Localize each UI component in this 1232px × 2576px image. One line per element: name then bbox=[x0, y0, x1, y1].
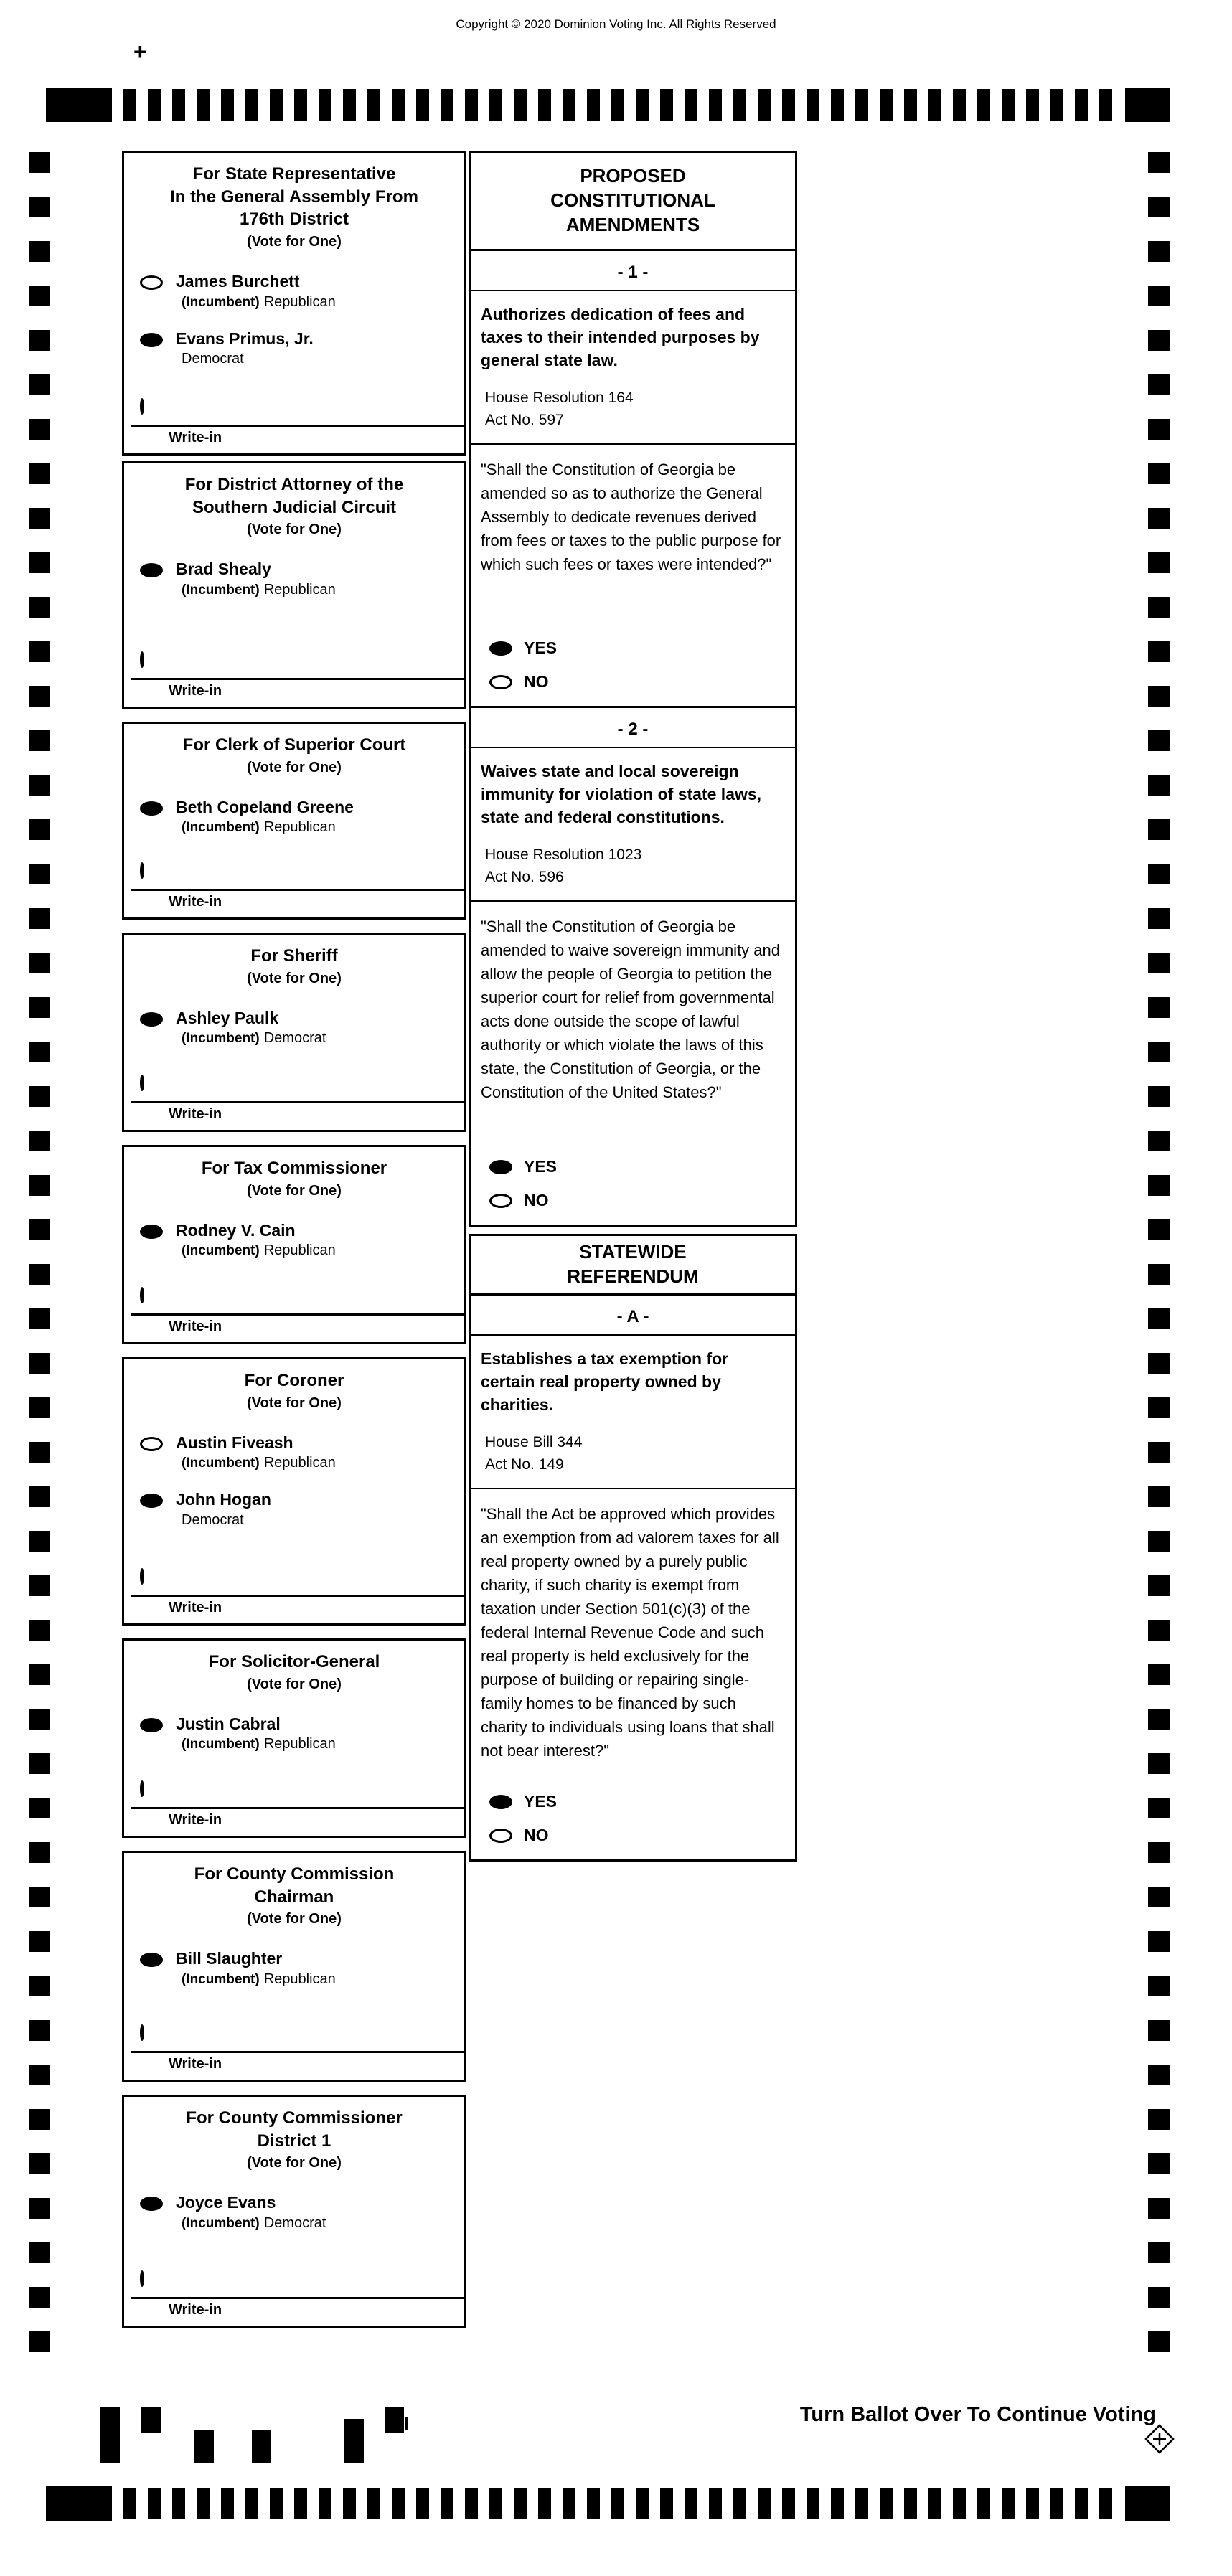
contest-solicitor-general bbox=[122, 1638, 466, 1838]
write-in-area bbox=[124, 1761, 464, 1836]
candidate-oval[interactable] bbox=[140, 1012, 163, 1027]
timing-bars bbox=[123, 2488, 1114, 2519]
contest-header bbox=[124, 1641, 464, 1696]
contest-coroner bbox=[122, 1357, 466, 1626]
contest-title-line: For Tax Commissioner bbox=[201, 1159, 387, 1178]
candidate-row bbox=[140, 1221, 464, 1260]
measure-reference-line: Act No. 597 bbox=[485, 412, 564, 429]
candidate-oval[interactable] bbox=[140, 801, 163, 816]
header-line: AMENDMENTS bbox=[565, 213, 700, 235]
timing-bars bbox=[123, 89, 1114, 121]
yes-oval[interactable] bbox=[489, 1160, 512, 1174]
code-mark-icon bbox=[398, 2417, 401, 2430]
contest-state-representative bbox=[122, 151, 466, 456]
party-label: Republican bbox=[263, 1455, 336, 1471]
candidate-row bbox=[140, 1714, 464, 1753]
candidate-oval[interactable] bbox=[140, 2197, 163, 2211]
measure-reference-line: House Resolution 1023 bbox=[485, 846, 642, 863]
write-in-oval[interactable] bbox=[140, 1780, 144, 1797]
contest-title-line: For District Attorney of the bbox=[184, 475, 404, 494]
measure-amendment-1 bbox=[469, 249, 797, 708]
registration-diamond-mark bbox=[1144, 2423, 1175, 2455]
party-label: Republican bbox=[263, 581, 336, 598]
candidate-row bbox=[140, 2193, 464, 2232]
candidate-detail bbox=[176, 582, 336, 598]
write-in-label: Write-in bbox=[169, 1812, 222, 1828]
candidate-name: Ashley Paulk bbox=[176, 1008, 279, 1027]
no-label: NO bbox=[524, 1826, 549, 1844]
measure-reference-line: House Bill 344 bbox=[485, 1433, 583, 1450]
candidate-detail bbox=[176, 1736, 336, 1752]
write-in-area bbox=[124, 1055, 464, 1130]
contest-title-line: Chairman bbox=[254, 1887, 334, 1907]
write-in-label: Write-in bbox=[169, 1106, 222, 1122]
no-oval[interactable] bbox=[489, 1829, 512, 1843]
measure-reference-line: House Resolution 164 bbox=[485, 389, 634, 406]
candidate-oval[interactable] bbox=[140, 275, 163, 290]
party-label: Republican bbox=[263, 293, 336, 310]
measure-summary: Establishes a tax exemption for certain real property owned by charities. bbox=[481, 1349, 729, 1415]
write-in-oval[interactable] bbox=[140, 1287, 144, 1303]
contest-tax-commissioner bbox=[122, 1145, 466, 1344]
candidate-detail bbox=[176, 1455, 336, 1471]
write-in-label: Write-in bbox=[169, 1600, 222, 1615]
party-label: Republican bbox=[263, 1736, 336, 1752]
party-label: Republican bbox=[263, 819, 336, 836]
vote-for-instruction: (Vote for One) bbox=[247, 1911, 342, 1928]
candidate-name: Joyce Evans bbox=[176, 2193, 276, 2212]
party-label: Democrat bbox=[263, 1030, 326, 1047]
write-in-oval[interactable] bbox=[140, 1568, 144, 1585]
write-in-label: Write-in bbox=[169, 894, 222, 910]
code-mark-icon bbox=[252, 2430, 271, 2463]
write-in-oval[interactable] bbox=[140, 2270, 144, 2287]
timing-block-icon bbox=[1125, 2486, 1170, 2521]
contest-county-commissioner-district-1 bbox=[122, 2095, 466, 2328]
contest-title-line: For Coroner bbox=[244, 1371, 344, 1390]
candidate-name: Beth Copeland Greene bbox=[176, 797, 354, 816]
write-in-oval[interactable] bbox=[140, 862, 144, 879]
candidate-name: Rodney V. Cain bbox=[176, 1220, 296, 1240]
candidate-oval[interactable] bbox=[140, 563, 163, 577]
candidate-detail bbox=[176, 294, 336, 311]
no-choice-row bbox=[489, 1826, 795, 1845]
header-line: REFERENDUM bbox=[567, 1265, 699, 1287]
registration-plus-mark: + bbox=[133, 39, 147, 65]
yes-label: YES bbox=[524, 1792, 558, 1811]
contest-district-attorney bbox=[122, 461, 466, 709]
contest-header bbox=[124, 935, 464, 990]
vote-for-instruction: (Vote for One) bbox=[247, 970, 342, 986]
measure-summary: Waives state and local sovereign immunity for violation of state laws, state and federal constitutions. bbox=[481, 762, 762, 827]
candidate-name: James Burchett bbox=[176, 272, 300, 291]
header-line: PROPOSED bbox=[580, 165, 686, 187]
party-label: Republican bbox=[263, 1242, 336, 1259]
turn-ballot-over-text: Turn Ballot Over To Continue Voting bbox=[799, 2403, 1156, 2426]
incumbent-label: (Incumbent) bbox=[182, 1031, 260, 1047]
incumbent-label: (Incumbent) bbox=[182, 820, 260, 836]
write-in-area bbox=[124, 632, 464, 707]
candidate-name: Justin Cabral bbox=[176, 1714, 281, 1733]
write-in-oval[interactable] bbox=[140, 398, 144, 415]
candidate-row bbox=[140, 560, 464, 598]
measure-references bbox=[471, 372, 795, 432]
write-in-area bbox=[124, 1268, 464, 1342]
measures-column bbox=[469, 151, 797, 1862]
contest-title-line: For Solicitor-General bbox=[208, 1652, 380, 1671]
contest-title-line: For Sheriff bbox=[250, 946, 338, 966]
header-line: CONSTITUTIONAL bbox=[550, 189, 715, 212]
vote-for-instruction: (Vote for One) bbox=[247, 234, 342, 250]
yes-oval[interactable] bbox=[489, 1795, 512, 1809]
contest-header bbox=[124, 724, 464, 779]
candidate-name: Bill Slaughter bbox=[176, 1949, 283, 1968]
vote-for-instruction: (Vote for One) bbox=[247, 759, 342, 775]
candidate-row bbox=[140, 1949, 464, 1988]
contest-header bbox=[124, 1853, 464, 1930]
candidate-name: John Hogan bbox=[176, 1490, 271, 1509]
contest-county-commission-chairman bbox=[122, 1851, 466, 2082]
candidate-row bbox=[140, 1490, 464, 1529]
party-label: Democrat bbox=[263, 2214, 326, 2231]
write-in-oval[interactable] bbox=[140, 2024, 144, 2041]
write-in-area bbox=[124, 2005, 464, 2080]
candidate-detail bbox=[176, 1030, 326, 1047]
measure-reference-line: Act No. 149 bbox=[485, 1456, 564, 1473]
candidate-oval[interactable] bbox=[140, 1953, 163, 1967]
vote-for-instruction: (Vote for One) bbox=[247, 1676, 342, 1692]
contest-header bbox=[124, 2097, 464, 2174]
vote-for-instruction: (Vote for One) bbox=[247, 1182, 342, 1199]
candidate-oval[interactable] bbox=[140, 1718, 163, 1732]
candidate-detail bbox=[176, 351, 314, 367]
measure-number: - 1 - bbox=[471, 251, 795, 291]
yes-choice-row bbox=[489, 638, 795, 658]
yes-choice-row bbox=[489, 1792, 795, 1811]
contest-title-line: For County Commissioner bbox=[186, 2108, 403, 2128]
measure-reference-line: Act No. 596 bbox=[485, 869, 564, 886]
contest-header bbox=[124, 463, 464, 541]
contest-sheriff bbox=[122, 933, 466, 1132]
candidate-detail bbox=[176, 2215, 326, 2232]
yes-label: YES bbox=[524, 638, 558, 657]
incumbent-label: (Incumbent) bbox=[182, 1737, 260, 1752]
candidate-oval[interactable] bbox=[140, 333, 163, 347]
header-line: STATEWIDE bbox=[579, 1241, 687, 1263]
code-mark-icon bbox=[141, 2407, 161, 2433]
write-in-label: Write-in bbox=[169, 2302, 222, 2318]
yes-oval[interactable] bbox=[489, 641, 512, 656]
candidate-row bbox=[140, 798, 464, 836]
contest-title-line: Southern Judicial Circuit bbox=[192, 497, 397, 517]
contest-title-line: For Clerk of Superior Court bbox=[182, 735, 406, 755]
contest-title-line: 176th District bbox=[239, 209, 349, 230]
contest-title-line: In the General Assembly From bbox=[170, 187, 418, 207]
contest-header bbox=[124, 1147, 464, 1202]
write-in-label: Write-in bbox=[169, 1318, 222, 1334]
contest-title-line: For State Representative bbox=[192, 164, 396, 184]
measure-number: - A - bbox=[471, 1296, 795, 1336]
contests-column bbox=[122, 151, 466, 2341]
incumbent-label: (Incumbent) bbox=[182, 582, 260, 598]
measure-references bbox=[471, 1417, 795, 1476]
write-in-label: Write-in bbox=[169, 683, 222, 699]
candidate-detail bbox=[176, 1971, 336, 1988]
contest-title-line: For County Commission bbox=[194, 1864, 395, 1884]
measure-summary: Authorizes dedication of fees and taxes to their intended purposes by general state law. bbox=[481, 305, 760, 370]
header-statewide-referendum bbox=[469, 1234, 797, 1296]
timing-marks-left bbox=[29, 152, 50, 2374]
write-in-area bbox=[124, 843, 464, 917]
write-in-area bbox=[124, 1549, 464, 1623]
vote-for-instruction: (Vote for One) bbox=[247, 1395, 342, 1411]
incumbent-label: (Incumbent) bbox=[182, 1971, 260, 1987]
ballot-code-marks bbox=[100, 2407, 438, 2465]
candidate-detail bbox=[176, 1512, 271, 1529]
measure-question: "Shall the Act be approved which provides an exemption from ad valorem taxes for all real property owned by a purely public charity, if such charity is exempt from taxation under Section 501(c)(3) of the federal Internal Revenue Code and such real property is held exclusively for the purpose of building or repairing single-family homes to be financed by such charity to individuals using loans that shall not bear interest?" bbox=[481, 1504, 779, 1760]
vote-for-instruction: (Vote for One) bbox=[247, 522, 342, 538]
candidate-oval[interactable] bbox=[140, 1437, 163, 1451]
incumbent-label: (Incumbent) bbox=[182, 2215, 260, 2231]
no-choice-row bbox=[489, 1191, 795, 1210]
yes-choice-row bbox=[489, 1157, 795, 1176]
party-label: Democrat bbox=[182, 351, 244, 367]
contest-header bbox=[124, 1359, 464, 1415]
code-mark-icon bbox=[194, 2430, 214, 2463]
code-mark-icon bbox=[100, 2407, 120, 2463]
measure-amendment-2 bbox=[469, 706, 797, 1227]
candidate-detail bbox=[176, 819, 354, 836]
incumbent-label: (Incumbent) bbox=[182, 1456, 260, 1471]
timing-block-icon bbox=[1125, 88, 1170, 122]
candidate-oval[interactable] bbox=[140, 1494, 163, 1508]
no-label: NO bbox=[524, 672, 549, 691]
vote-for-instruction: (Vote for One) bbox=[247, 2155, 342, 2171]
candidate-name: Brad Shealy bbox=[176, 560, 271, 579]
measure-references bbox=[471, 829, 795, 889]
contest-title-line: District 1 bbox=[257, 2131, 331, 2151]
contest-header bbox=[124, 153, 464, 253]
no-oval[interactable] bbox=[489, 675, 512, 689]
no-oval[interactable] bbox=[489, 1194, 512, 1208]
timing-marks-top bbox=[46, 88, 1170, 122]
timing-marks-bottom bbox=[46, 2486, 1170, 2521]
copyright-text: Copyright © 2020 Dominion Voting Inc. All Rights Reserved bbox=[456, 17, 776, 31]
timing-marks-right bbox=[1148, 152, 1170, 2374]
candidate-detail bbox=[176, 1242, 336, 1259]
candidate-row bbox=[140, 1009, 464, 1047]
no-choice-row bbox=[489, 672, 795, 692]
contest-clerk-superior-court bbox=[122, 722, 466, 920]
candidate-row bbox=[140, 1433, 464, 1472]
no-label: NO bbox=[524, 1191, 549, 1209]
party-label: Democrat bbox=[182, 1511, 244, 1528]
write-in-label: Write-in bbox=[169, 2056, 222, 2072]
measure-referendum-a bbox=[469, 1293, 797, 1862]
candidate-name: Evans Primus, Jr. bbox=[176, 329, 314, 348]
write-in-label: Write-in bbox=[169, 430, 222, 445]
party-label: Republican bbox=[263, 1971, 336, 1987]
measure-question: "Shall the Constitution of Georgia be amended so as to authorize the General Assembly to dedicate revenues derived from fees or taxes to the public purpose for which such fees or taxes were intended?" bbox=[481, 460, 781, 573]
candidate-oval[interactable] bbox=[140, 1225, 163, 1239]
candidate-row bbox=[140, 329, 464, 368]
yes-label: YES bbox=[524, 1157, 558, 1176]
code-mark-icon bbox=[405, 2417, 408, 2430]
candidate-name: Austin Fiveash bbox=[176, 1433, 293, 1452]
header-proposed-constitutional-amendments bbox=[469, 151, 797, 251]
candidate-row bbox=[140, 272, 464, 311]
measure-question: "Shall the Constitution of Georgia be amended to waive sovereign immunity and allow the people of Georgia to petition the superior court for relief from governmental acts done outside the scope of lawful authority or which violate the laws of this state, the Constitution of Georgia, or the Constitution of the United States?" bbox=[481, 917, 781, 1101]
timing-block-icon bbox=[46, 88, 112, 122]
write-in-oval[interactable] bbox=[140, 1075, 144, 1091]
timing-block-icon bbox=[46, 2486, 112, 2521]
write-in-area bbox=[124, 379, 464, 453]
code-mark-icon bbox=[344, 2419, 364, 2463]
measure-number: - 2 - bbox=[471, 708, 795, 748]
incumbent-label: (Incumbent) bbox=[182, 294, 260, 310]
write-in-oval[interactable] bbox=[140, 651, 144, 668]
incumbent-label: (Incumbent) bbox=[182, 1243, 260, 1259]
write-in-area bbox=[124, 2251, 464, 2326]
